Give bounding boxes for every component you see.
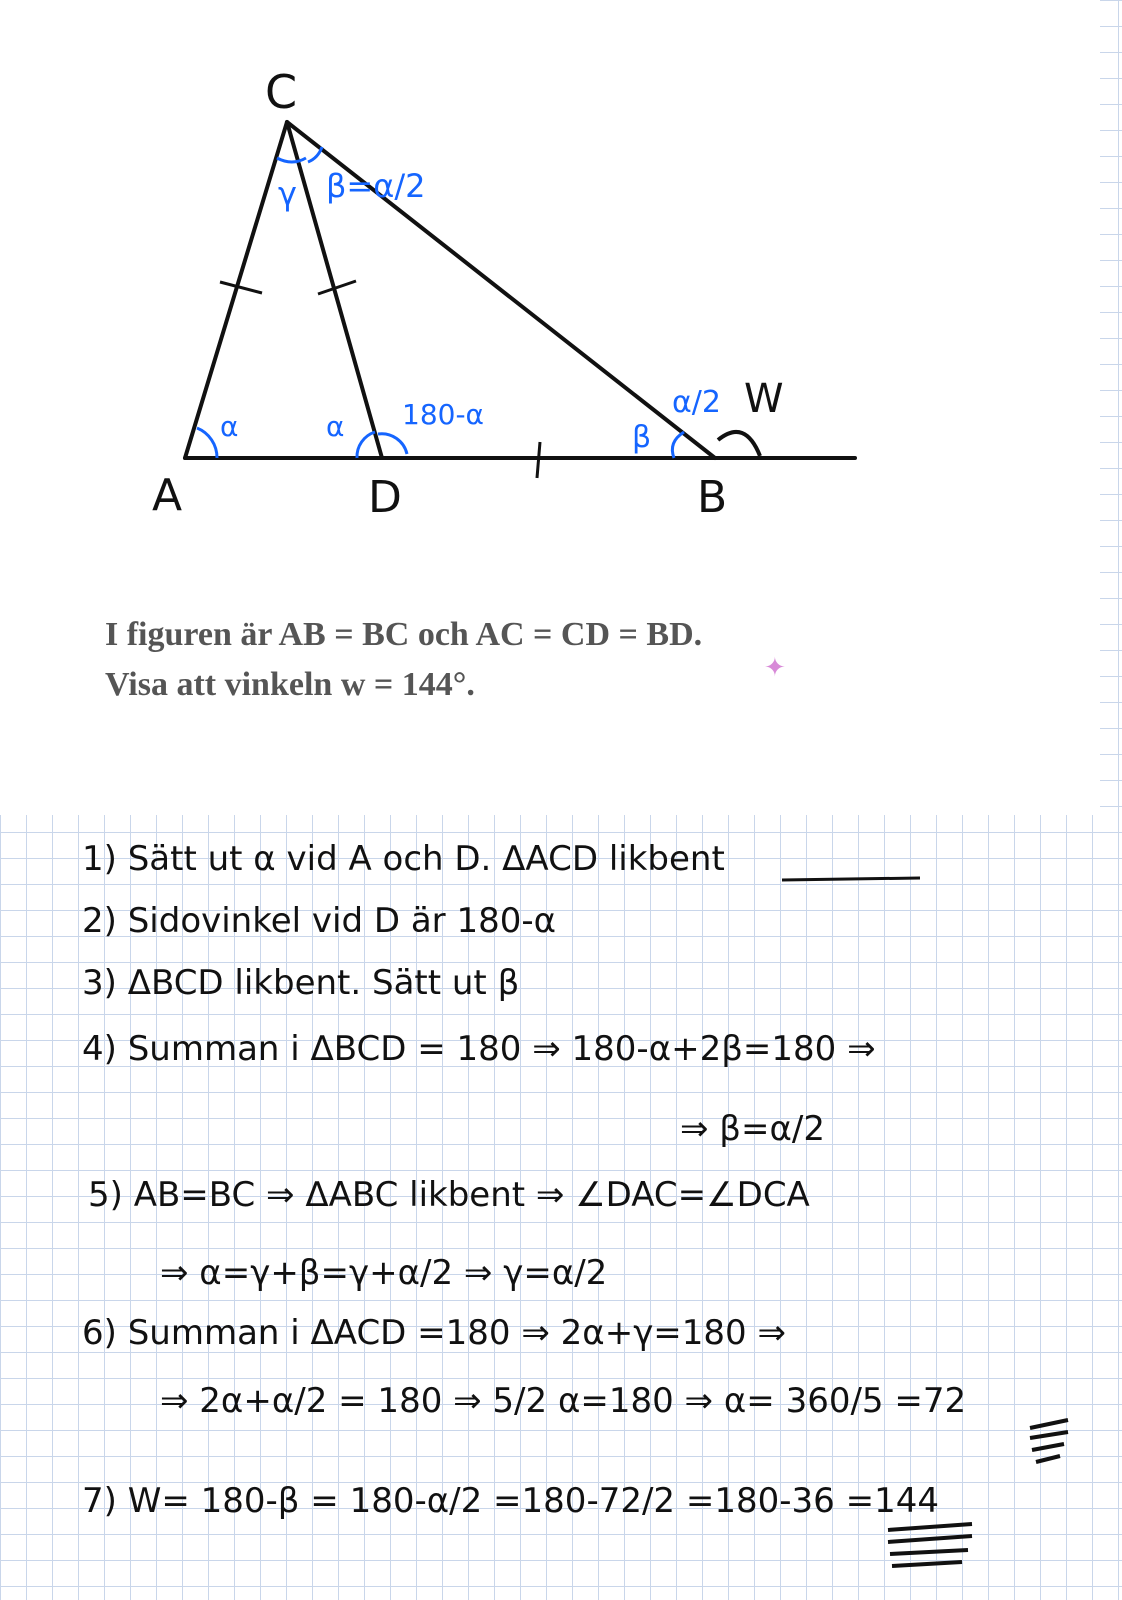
solution-step-1: 1) Sätt ut α vid A och D. ΔACD likbent [82, 839, 725, 879]
solution-step-2: 2) Sidovinkel vid D är 180-α [82, 901, 557, 941]
solution-step-5-continued: ⇒ α=γ+β=γ+α/2 ⇒ γ=α/2 [160, 1253, 608, 1293]
vertex-label-d: D [368, 472, 402, 523]
solution-step-5: 5) AB=BC ⇒ ΔABC likbent ⇒ ∠DAC=∠DCA [88, 1175, 810, 1215]
vertex-label-a: A [152, 470, 183, 521]
solution-step-4-continued: ⇒ β=α/2 [680, 1109, 825, 1149]
angle-label-supplement-d: 180-α [402, 398, 485, 431]
solution-step-7: 7) W= 180-β = 180-α/2 =180-72/2 =180-36 =144 [82, 1481, 939, 1521]
angle-label-alpha-a: α [220, 410, 239, 443]
angle-label-beta-b: β [632, 420, 652, 455]
angle-label-alpha-half-b: α/2 [672, 385, 721, 420]
angle-label-beta-c: β=α/2 [326, 167, 426, 205]
angle-label-alpha-d: α [326, 410, 345, 443]
vertex-label-b: B [697, 472, 728, 523]
emphasis-mark-72 [1030, 1420, 1068, 1462]
solution-step-6-continued: ⇒ 2α+α/2 = 180 ⇒ 5/2 α=180 ⇒ α= 360/5 =72 [160, 1381, 967, 1421]
cursor-marker-icon: ✦ [764, 652, 786, 682]
emphasis-mark-144 [888, 1524, 972, 1566]
solution-step-4: 4) Summan i ΔBCD = 180 ⇒ 180-α+2β=180 ⇒ [82, 1029, 876, 1069]
vertex-label-c: C [265, 65, 298, 119]
angle-label-w: W [744, 376, 784, 422]
problem-statement-line-1: I figuren är AB = BC och AC = CD = BD. [105, 616, 703, 653]
problem-statement-line-2: Visa att vinkeln w = 144°. [105, 666, 475, 703]
solution-step-6: 6) Summan i ΔACD =180 ⇒ 2α+γ=180 ⇒ [82, 1313, 786, 1353]
solution-step-3: 3) ΔBCD likbent. Sätt ut β [82, 963, 520, 1003]
angle-label-gamma-c: γ [278, 175, 297, 213]
underline-likbent-1 [782, 878, 920, 880]
